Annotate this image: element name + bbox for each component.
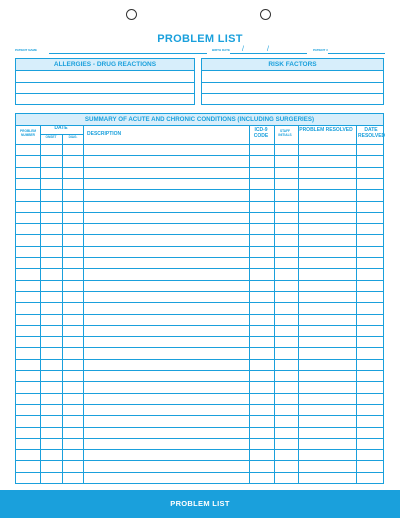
birth-date-field[interactable] <box>230 53 307 54</box>
table-row[interactable] <box>16 257 383 258</box>
allergies-line[interactable] <box>16 93 194 94</box>
table-row[interactable] <box>16 212 383 213</box>
table-row[interactable] <box>16 201 383 202</box>
table-row[interactable] <box>16 472 383 473</box>
risk-factors-heading: RISK FACTORS <box>202 59 383 71</box>
table-row[interactable] <box>16 246 383 247</box>
table-row[interactable] <box>16 359 383 360</box>
table-row[interactable] <box>16 189 383 190</box>
col-problem-resolved: PROBLEM RESOLVED <box>299 127 353 133</box>
col-date: DATE <box>54 125 68 131</box>
table-row[interactable] <box>16 155 383 156</box>
risk-factors-line[interactable] <box>202 93 383 94</box>
date-slash-1: / <box>242 46 244 53</box>
col-staff-initials: STAFF INITIALS <box>278 129 292 137</box>
table-row[interactable] <box>16 438 383 439</box>
col-onset: ONSET <box>45 135 57 139</box>
table-row[interactable] <box>16 347 383 348</box>
table-row[interactable] <box>16 370 383 371</box>
punch-hole-right <box>260 9 271 20</box>
col-date-resolved: DATE RESOLVED <box>358 127 386 139</box>
table-row[interactable] <box>16 234 383 235</box>
footer-banner: PROBLEM LIST <box>0 490 400 518</box>
col-icd9-code: ICD-9 CODE <box>253 127 269 139</box>
date-slash-2: / <box>267 46 269 53</box>
table-row[interactable] <box>16 223 383 224</box>
patient-number-label: PATIENT # <box>313 48 328 52</box>
allergies-heading: ALLERGIES - DRUG REACTIONS <box>16 59 194 71</box>
col-diag: DIAG. <box>68 135 78 139</box>
column-header-row <box>16 125 386 145</box>
table-row[interactable] <box>16 381 383 382</box>
conditions-heading: SUMMARY OF ACUTE AND CHRONIC CONDITIONS (INCLUDING SURGERIES) <box>16 114 383 126</box>
form-title: PROBLEM LIST <box>157 33 243 45</box>
table-row[interactable] <box>16 404 383 405</box>
table-row[interactable] <box>16 393 383 394</box>
allergies-box <box>15 58 195 105</box>
table-body <box>16 144 383 483</box>
table-row[interactable] <box>16 167 383 168</box>
col-problem-number: PROBLEM NUMBER <box>20 129 36 137</box>
table-row[interactable] <box>16 291 383 292</box>
conditions-table <box>15 113 384 484</box>
table-row[interactable] <box>16 325 383 326</box>
birth-date-label: BIRTH DATE <box>212 48 230 52</box>
table-row[interactable] <box>16 178 383 179</box>
table-row[interactable] <box>16 268 383 269</box>
date-subheader-rule <box>40 134 83 135</box>
patient-info-row <box>15 47 385 56</box>
table-row[interactable] <box>16 427 383 428</box>
table-row[interactable] <box>16 280 383 281</box>
table-row[interactable] <box>16 302 383 303</box>
patient-name-label: PATIENT NAME <box>15 48 38 52</box>
punch-hole-left <box>126 9 137 20</box>
risk-factors-line[interactable] <box>202 82 383 83</box>
table-row[interactable] <box>16 415 383 416</box>
col-description: DESCRIPTION <box>87 131 122 137</box>
patient-name-field[interactable] <box>49 53 207 54</box>
patient-number-field[interactable] <box>328 53 385 54</box>
table-row[interactable] <box>16 449 383 450</box>
allergies-line[interactable] <box>16 82 194 83</box>
table-row[interactable] <box>16 314 383 315</box>
table-row[interactable] <box>16 336 383 337</box>
table-row[interactable] <box>16 460 383 461</box>
risk-factors-box <box>201 58 384 105</box>
